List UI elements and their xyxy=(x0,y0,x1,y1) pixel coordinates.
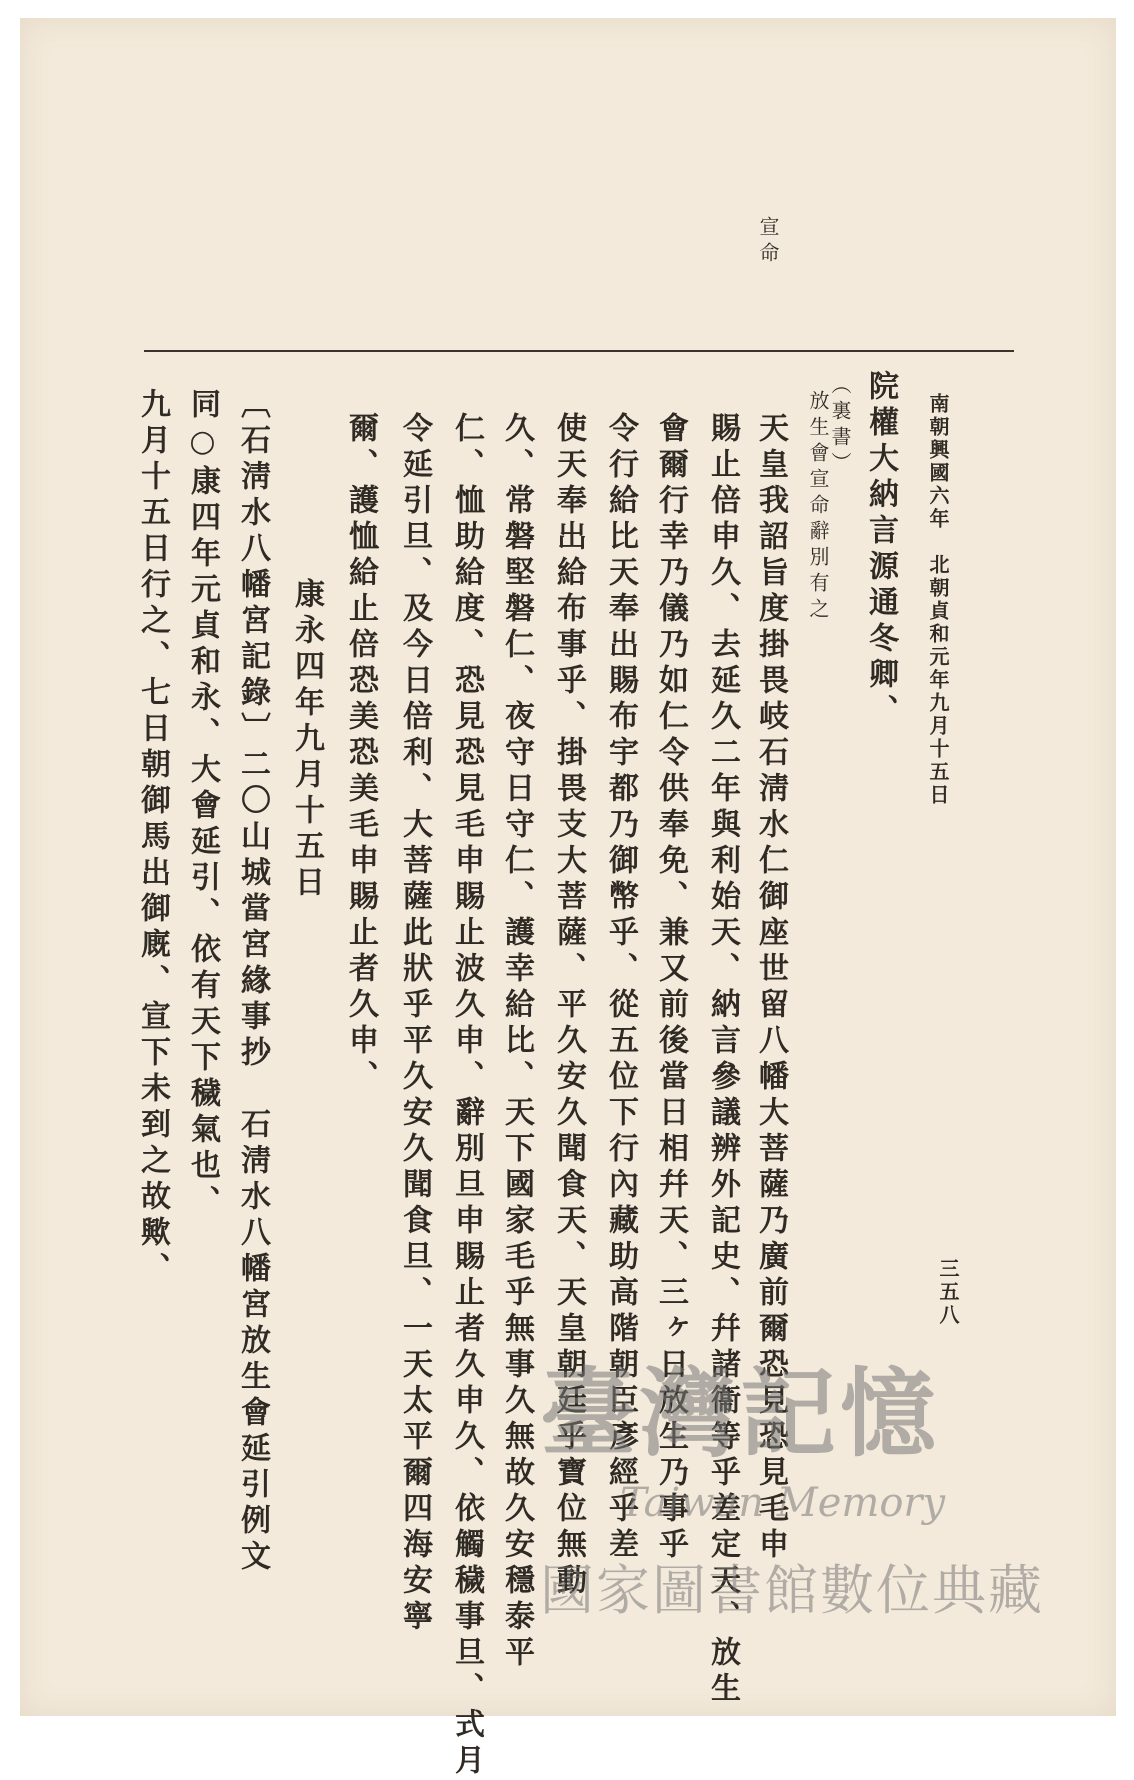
text-column-3: 放生會宣命辭別有之 xyxy=(806,390,830,624)
watermark-logo: 臺灣記憶 xyxy=(540,1357,940,1470)
text-column-16: 九月十五日行之、七日朝御馬出御廐、宣下未到之故歟、 xyxy=(135,388,170,1288)
top-block-label: 宣命 xyxy=(756,216,780,268)
text-column-9: 久、常磐堅磐仁、夜守日守仁、護幸給比、天下國家毛乎無事久無故久安穩泰平 xyxy=(499,412,534,1672)
text-column-2: （裏書） xyxy=(828,374,852,478)
text-column-8: 使天奉出給布事乎、掛畏支大菩薩、平久安久聞食天、天皇朝廷乎寶位無動 xyxy=(551,412,586,1600)
source-citation: 〔石淸水八幡宮記錄〕二〇山城當宮緣事抄 石淸水八幡宮放生會延引例文 xyxy=(235,388,270,1576)
date-line: 康永四年九月十五日 xyxy=(289,578,324,902)
text-column-4: 天皇我詔旨度掛畏岐石淸水仁御座世留八幡大菩薩乃廣前爾恐見恐見毛申 xyxy=(753,412,788,1564)
text-column-6: 會爾行幸乃儀乃如仁令供奉免、兼又前後當日相幷天、三ヶ日放生乃事乎 xyxy=(653,412,688,1564)
watermark-english: Taiwan Memory xyxy=(620,1480,946,1526)
text-column-10: 仁、恤助給度、恐見恐見毛申賜止波久申、辭別旦申賜止者久申久、依觸穢事旦、式月 xyxy=(449,412,484,1780)
text-column-1: 院權大納言源通冬卿、 xyxy=(863,370,898,730)
text-column-11: 令延引旦、及今日倍利、大菩薩此狀乎平久安久聞食旦、一天太平爾四海安寧 xyxy=(397,412,432,1636)
page-number: 三五八 xyxy=(936,1258,960,1327)
watermark-subtitle: 國家圖書館數位典藏 xyxy=(540,1559,1044,1622)
running-header: 南朝興國六年 北朝貞和元年九月十五日 xyxy=(926,393,950,807)
text-column-7: 令行給比天奉出賜布宇都乃御幣乎、從五位下行內藏助高階朝臣彥經乎差 xyxy=(603,412,638,1564)
document-page xyxy=(20,18,1116,1780)
text-column-15: 同○康四年元貞和永、大會延引、依有天下穢氣也、 xyxy=(185,388,220,1221)
text-column-5: 賜止倍申久、去延久二年與利始天、納言參議辨外記史、幷諸衞等乎差定天、放生 xyxy=(705,412,740,1708)
horizontal-rule xyxy=(144,350,1014,352)
text-column-12: 爾、護恤給止倍恐美恐美毛申賜止者久申、 xyxy=(343,412,378,1096)
